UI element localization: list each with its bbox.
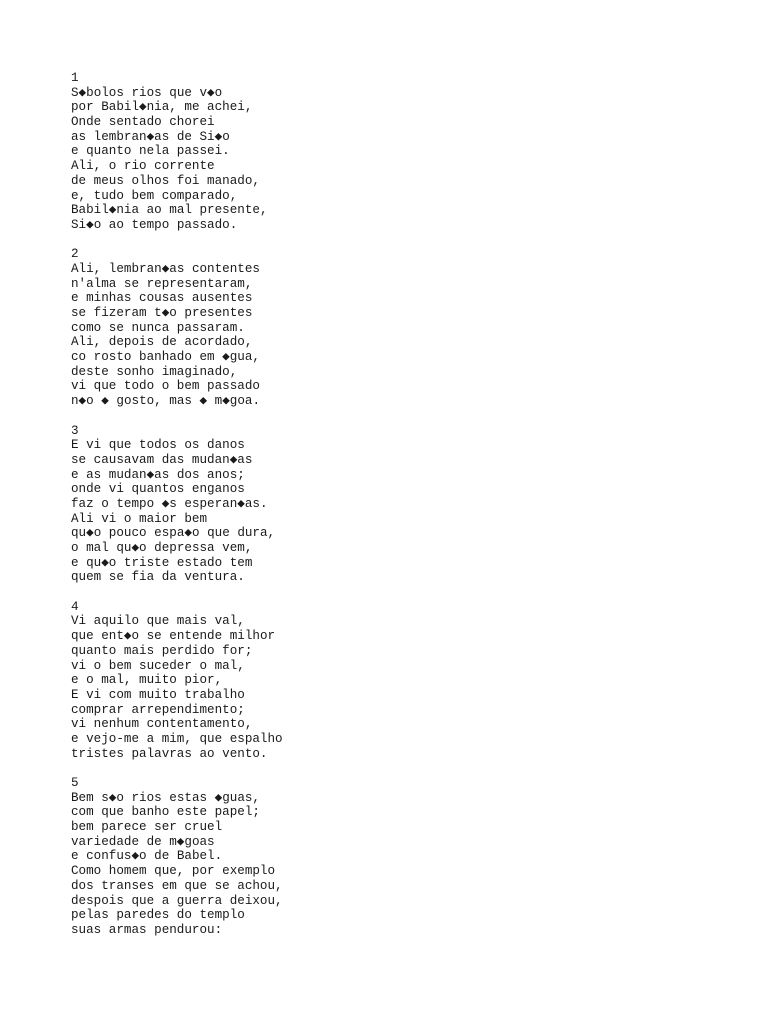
verse-line: pelas paredes do templo: [71, 908, 245, 923]
stanza-number: 5: [71, 776, 79, 790]
verse-line: Vi aquilo que mais val,: [71, 614, 245, 629]
verse-line: co rosto banhado em ◆gua,: [71, 350, 260, 365]
verse-line: dos transes em que se achou,: [71, 878, 283, 893]
verse-line: vi nenhum contentamento,: [71, 717, 253, 732]
verse-line: as lembran◆as de Si◆o: [71, 129, 230, 144]
verse-line: suas armas pendurou:: [71, 922, 223, 937]
verse-line: vi o bem suceder o mal,: [71, 658, 245, 673]
verse-line: Ali, lembran◆as contentes: [71, 261, 260, 276]
stanza-2: [71, 247, 283, 409]
verse-line: n'alma se representaram,: [71, 276, 253, 291]
verse-line: o mal qu◆o depressa vem,: [71, 541, 253, 555]
verse-line: Ali vi o maior bem: [71, 511, 208, 526]
verse-line: e confus◆o de Babel.: [71, 849, 223, 864]
verse-line: e, tudo bem comparado,: [71, 188, 238, 203]
verse-line: onde vi quantos enganos: [71, 482, 245, 497]
stanza-3: [71, 424, 283, 586]
verse-line: Bem s◆o rios estas ◆guas,: [71, 790, 260, 805]
verse-line: n◆o ◆ gosto, mas ◆ m◆goa.: [71, 394, 261, 409]
stanza-number: 2: [71, 247, 79, 262]
verse-line: tristes palavras ao vento.: [71, 746, 268, 761]
verse-line: e minhas cousas ausentes: [71, 291, 253, 306]
verse-line: comprar arrependimento;: [71, 702, 245, 717]
verse-line: como se nunca passaram.: [71, 320, 245, 335]
verse-line: quem se fia da ventura.: [71, 570, 245, 585]
stanza-number: 4: [71, 599, 79, 614]
verse-line: e vejo-me a mim, que espalho: [71, 731, 283, 746]
verse-line: faz o tempo ◆s esperan◆as.: [71, 496, 268, 511]
verse-line: Si◆o ao tempo passado.: [71, 217, 238, 232]
stanza-5: [71, 776, 283, 938]
verse-line: deste sonho imaginado,: [71, 364, 238, 379]
verse-line: E vi que todos os danos: [71, 438, 245, 453]
verse-line: de meus olhos foi manado,: [71, 173, 260, 188]
verse-line: bem parece ser cruel: [71, 820, 223, 835]
verse-line: Babil◆nia ao mal presente,: [71, 203, 268, 218]
verse-line: Como homem que, por exemplo: [71, 864, 276, 879]
stanza-4: [71, 600, 283, 762]
verse-line: quanto mais perdido for;: [71, 643, 253, 658]
verse-line: E vi com muito trabalho: [71, 687, 245, 702]
verse-line: se causavam das mudan◆as: [71, 452, 253, 467]
verse-line: S◆bolos rios que v◆o: [71, 85, 223, 100]
verse-line: por Babil◆nia, me achei,: [71, 100, 253, 115]
verse-line: e o mal, muito pior,: [71, 673, 223, 688]
stanza-1: [71, 71, 283, 233]
verse-line: se fizeram t◆o presentes: [71, 306, 253, 320]
document-page: [71, 71, 283, 952]
verse-line: e qu◆o triste estado tem: [71, 555, 253, 570]
verse-line: e quanto nela passei.: [71, 144, 230, 159]
verse-line: e as mudan◆as dos anos;: [71, 467, 245, 482]
verse-line: variedade de m◆goas: [71, 834, 215, 849]
verse-line: Ali, depois de acordado,: [71, 335, 253, 350]
verse-line: qu◆o pouco espa◆o que dura,: [71, 526, 276, 541]
verse-line: Ali, o rio corrente: [71, 159, 215, 174]
verse-line: Onde sentado chorei: [71, 115, 215, 130]
stanza-number: 1: [71, 71, 79, 85]
verse-line: vi que todo o bem passado: [71, 379, 260, 394]
stanza-number: 3: [71, 423, 79, 438]
verse-line: com que banho este papel;: [71, 805, 260, 820]
verse-line: despois que a guerra deixou,: [71, 893, 283, 908]
verse-line: que ent◆o se entende milhor: [71, 629, 276, 644]
